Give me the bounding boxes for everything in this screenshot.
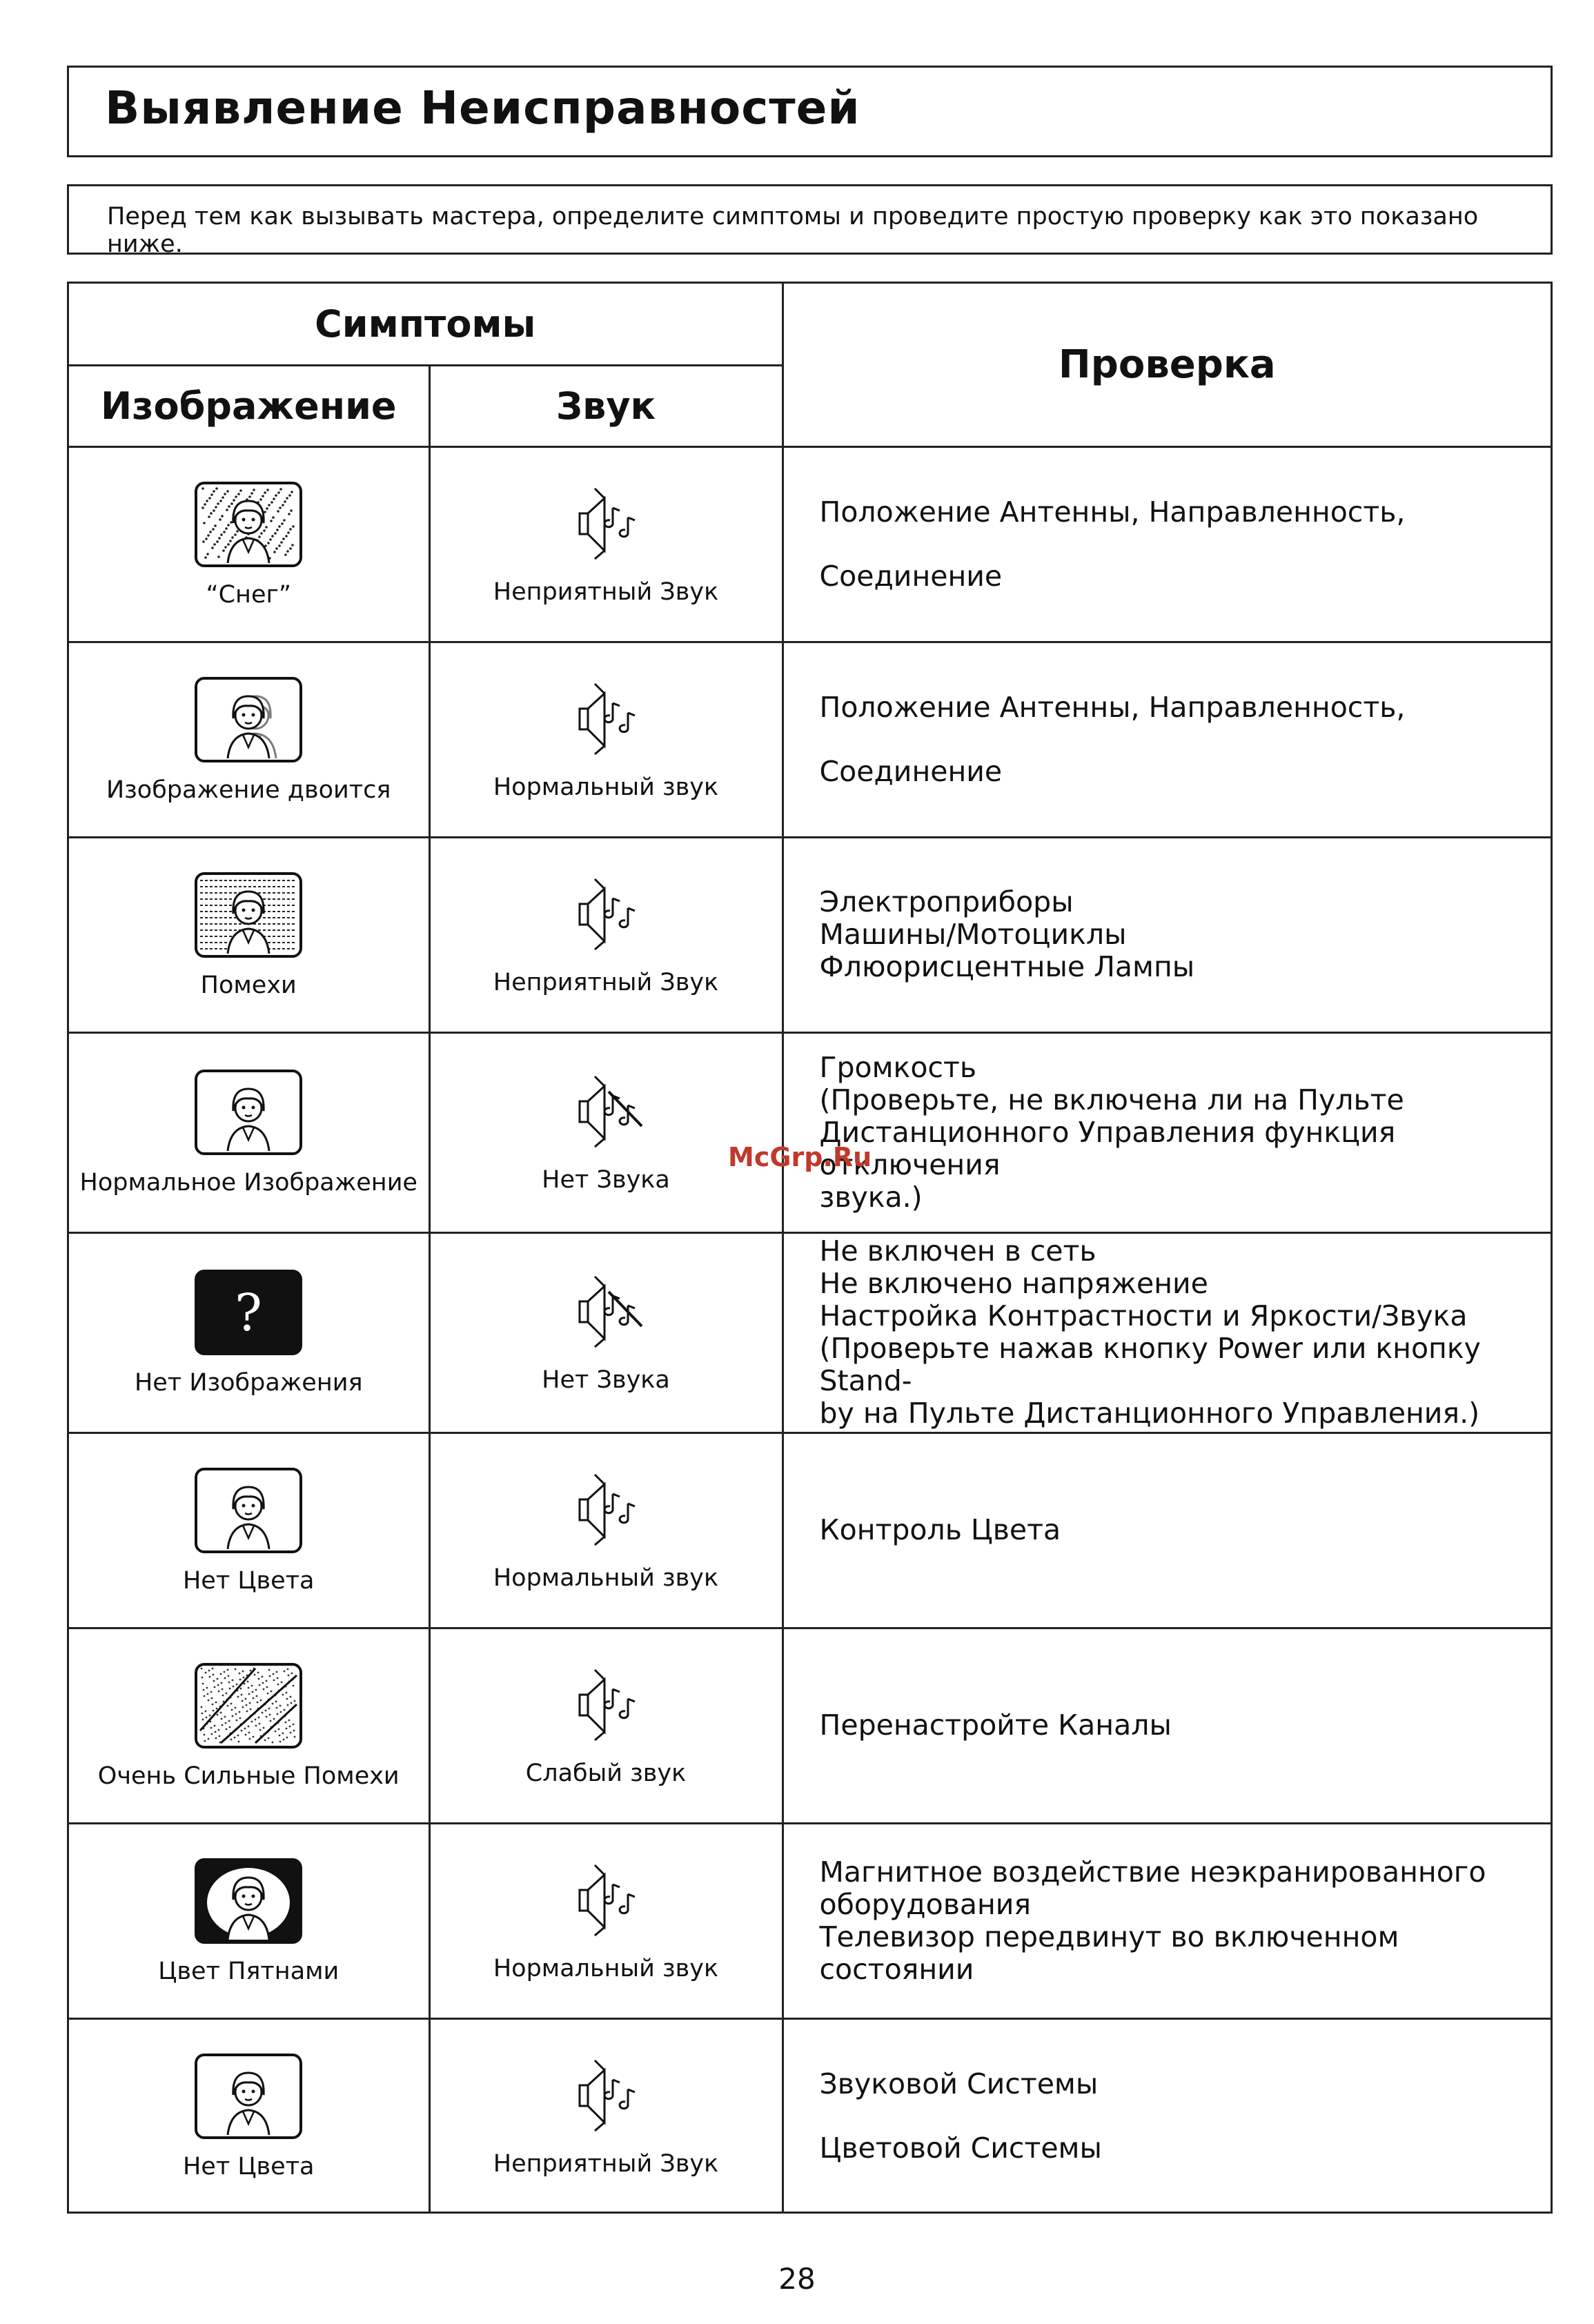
check-line: (Проверьте нажав кнопку Power или кнопку Stand-	[819, 1332, 1481, 1397]
intro-text: Перед тем как вызывать мастера, определите симптомы и проведите простую проверку как это показано ниже.	[107, 203, 1479, 258]
check-line: (Проверьте, не включена ли на Пульте	[819, 1083, 1404, 1116]
table-row	[69, 1432, 1551, 1628]
sound-symptom-label: Неприятный Звук	[493, 968, 719, 996]
speaker-icon	[431, 2055, 782, 2138]
image-symptom-cell	[69, 1032, 429, 1232]
check-line: Машины/Мотоциклы	[819, 918, 1127, 951]
normal-tv-icon	[69, 1068, 429, 1156]
sound-header: Звук	[429, 365, 783, 446]
speaker-icon	[431, 874, 782, 956]
check-line: Громкость	[819, 1050, 976, 1084]
muted-speaker-icon	[431, 1071, 782, 1154]
check-cell	[783, 642, 1551, 837]
table-row	[69, 837, 1551, 1032]
check-gap	[820, 2100, 1551, 2132]
image-symptom-label: Нормальное Изображение	[79, 1169, 417, 1197]
table-row	[69, 1628, 1551, 1823]
check-cell	[783, 1432, 1551, 1628]
sound-symptom-cell	[429, 1432, 783, 1628]
page-number: 28	[778, 2262, 816, 2296]
sound-symptom-cell	[429, 446, 783, 642]
table-row	[69, 1232, 1551, 1432]
check-cell	[783, 1823, 1551, 2018]
check-line: Телевизор передвинут во включенном состоянии	[819, 1920, 1399, 1986]
table-row	[69, 446, 1551, 642]
image-symptom-label: Нет Цвета	[182, 1566, 315, 1595]
check-line: Звуковой Системы	[819, 2067, 1099, 2101]
sound-symptom-label: Нет Звука	[542, 1166, 670, 1194]
image-symptom-label: “Снег”	[206, 580, 291, 609]
color-blotch-tv-icon	[69, 1857, 429, 1945]
table-row	[69, 642, 1551, 837]
sound-symptom-cell	[429, 1628, 783, 1823]
image-symptom-cell	[69, 837, 429, 1032]
check-line: Контроль Цвета	[819, 1513, 1061, 1546]
image-symptom-label: Помехи	[200, 971, 297, 999]
image-symptom-cell	[69, 1232, 429, 1432]
image-symptom-label: Цвет Пятнами	[158, 1957, 340, 1985]
intro-box	[67, 184, 1553, 258]
sound-symptom-cell	[429, 2018, 783, 2214]
check-cell	[783, 446, 1551, 642]
image-symptom-label: Нет Изображения	[134, 1369, 363, 1397]
image-symptom-cell	[69, 642, 429, 837]
title-box	[67, 66, 1553, 157]
sound-symptom-label: Нормальный звук	[493, 1954, 719, 1982]
sound-symptom-label: Неприятный Звук	[493, 2150, 719, 2178]
image-symptom-cell	[69, 1628, 429, 1823]
check-line: by на Пульте Дистанционного Управления.)	[819, 1397, 1480, 1430]
check-line: Положение Антенны, Направленность,	[819, 495, 1406, 529]
watermark: McGrp.Ru	[728, 1142, 872, 1172]
check-header: Проверка	[783, 284, 1551, 446]
sound-symptom-cell	[429, 1032, 783, 1232]
ghost-tv-icon	[69, 676, 429, 764]
image-symptom-label: Изображение двоится	[106, 776, 391, 804]
check-cell	[783, 837, 1551, 1032]
svg-text:?: ?	[235, 1283, 263, 1343]
symptoms-header: Симптомы	[69, 284, 783, 365]
sound-symptom-cell	[429, 642, 783, 837]
normal-tv-icon	[69, 1466, 429, 1555]
snow-tv-icon	[69, 480, 429, 569]
sound-symptom-cell	[429, 837, 783, 1032]
image-symptom-label: Нет Цвета	[182, 2153, 315, 2181]
check-cell	[783, 1032, 1551, 1232]
troubleshooting-table	[67, 282, 1553, 2214]
check-line: Магнитное воздействие неэкранированного	[819, 1855, 1486, 1889]
image-symptom-cell	[69, 1823, 429, 2018]
check-line: Не включено напряжение	[819, 1267, 1208, 1300]
muted-speaker-icon	[431, 1271, 782, 1354]
interference-tv-icon	[69, 871, 429, 959]
image-symptom-cell	[69, 2018, 429, 2214]
image-symptom-cell	[69, 1432, 429, 1628]
image-header: Изображение	[69, 365, 429, 446]
check-line: Электроприборы	[819, 885, 1074, 918]
table-row	[69, 2018, 1551, 2214]
image-symptom-label: Очень Сильные Помехи	[97, 1762, 400, 1790]
check-line: Соединение	[819, 754, 1003, 788]
check-gap	[820, 529, 1551, 560]
sound-symptom-cell	[429, 1232, 783, 1432]
speaker-icon	[431, 678, 782, 761]
normal-tv-icon	[69, 2052, 429, 2140]
check-gap	[820, 724, 1551, 756]
symptom-table	[69, 284, 1551, 2214]
sound-symptom-label: Слабый звук	[525, 1759, 687, 1787]
speaker-icon	[431, 483, 782, 566]
sound-symptom-label: Нет Звука	[542, 1366, 670, 1394]
check-line: Перенастройте Каналы	[819, 1708, 1172, 1742]
check-cell	[783, 2018, 1551, 2214]
sound-symptom-label: Неприятный Звук	[493, 578, 719, 606]
check-line: Соединение	[819, 559, 1003, 593]
no-picture-tv-icon	[69, 1268, 429, 1357]
speaker-icon	[431, 1469, 782, 1552]
check-line: Цветовой Системы	[819, 2131, 1102, 2165]
header-row-1	[69, 284, 1551, 365]
speaker-icon	[431, 1860, 782, 1942]
heavy-interference-tv-icon	[69, 1662, 429, 1750]
check-line: Флюорисцентные Лампы	[819, 950, 1195, 983]
check-cell	[783, 1628, 1551, 1823]
check-line: Дистанционного Управления функция отключения	[819, 1115, 1396, 1181]
sound-symptom-label: Нормальный звук	[493, 1564, 719, 1592]
check-cell	[783, 1232, 1551, 1432]
sound-symptom-cell	[429, 1823, 783, 2018]
check-line: звука.)	[819, 1180, 923, 1214]
table-row	[69, 1032, 1551, 1232]
image-symptom-cell	[69, 446, 429, 642]
table-row	[69, 1823, 1551, 2018]
page-title: Выявление Неисправностей	[105, 81, 860, 135]
check-line: оборудования	[819, 1887, 1032, 1921]
speaker-icon	[431, 1664, 782, 1747]
check-line: Настройка Контрастности и Яркости/Звука	[819, 1299, 1468, 1332]
check-line: Положение Антенны, Направленность,	[819, 690, 1406, 724]
check-line: Не включен в сеть	[819, 1234, 1096, 1268]
sound-symptom-label: Нормальный звук	[493, 773, 719, 801]
